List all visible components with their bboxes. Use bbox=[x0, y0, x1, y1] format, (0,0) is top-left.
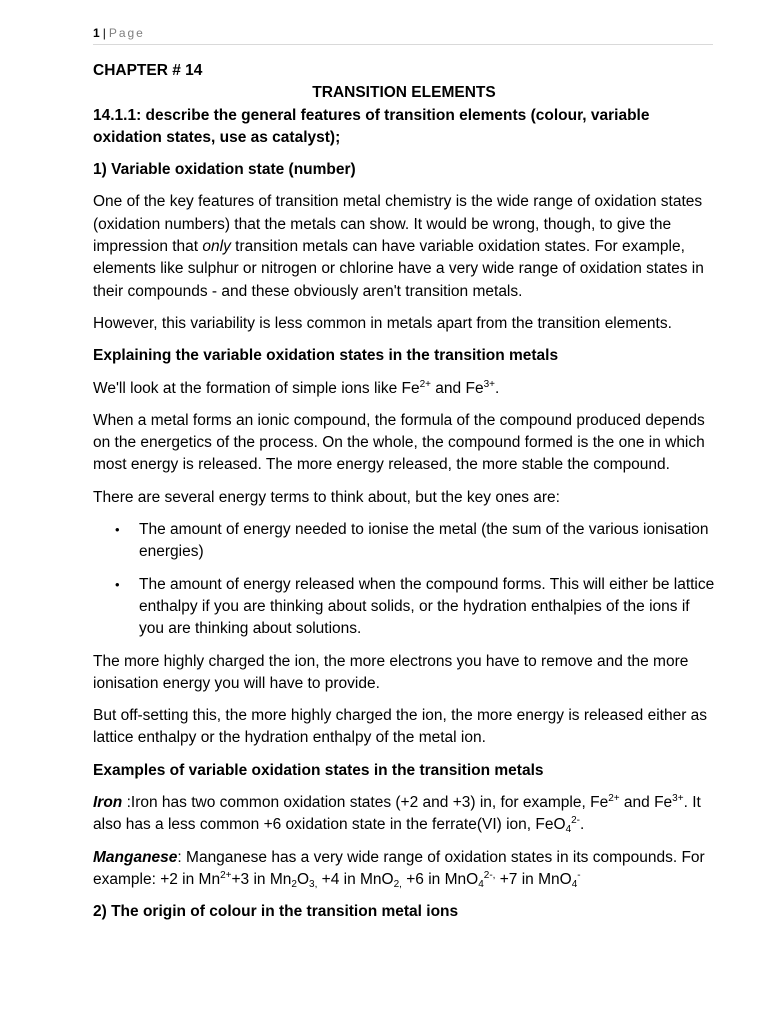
text-run: +7 in MnO bbox=[495, 870, 572, 888]
text-run: +4 in MnO bbox=[317, 870, 394, 888]
text-run: : Manganese has a very wide range of oxidation states in its compounds. For example: +2 in Mn bbox=[93, 848, 705, 888]
superscript: 3+ bbox=[672, 793, 684, 805]
text-run: O bbox=[296, 870, 310, 888]
header-separator: | bbox=[102, 26, 106, 40]
superscript: 2- bbox=[571, 815, 581, 827]
page-label: Page bbox=[108, 26, 145, 40]
chapter-heading: CHAPTER # 14 bbox=[93, 62, 203, 79]
superscript: 2+ bbox=[419, 378, 431, 390]
paragraph-manganese bbox=[93, 847, 715, 892]
text-run: +6 in MnO bbox=[401, 870, 479, 888]
text-run: and Fe bbox=[619, 794, 673, 812]
text-run: +3 in Mn bbox=[231, 870, 292, 888]
text-run: . bbox=[580, 816, 585, 834]
paragraph-off-setting: But off-setting this, the more highly charged the ion, the more energy is released either as lattice enthalpy or the hydration enthalpy of the metal ion. bbox=[93, 707, 708, 747]
page-header bbox=[93, 26, 713, 45]
paragraph-key-features bbox=[93, 191, 715, 302]
text-run: . bbox=[494, 379, 500, 397]
paragraph-highly-charged: The more highly charged the ion, the more electrons you have to remove and the more ionisation energy you will have to provide. bbox=[93, 652, 689, 692]
label-manganese: Manganese bbox=[93, 848, 178, 866]
list-item: • The amount of energy needed to ionise the metal (the sum of the various ionisation energies) bbox=[139, 519, 715, 564]
subscript: 2 bbox=[291, 878, 297, 890]
superscript: 2-, bbox=[483, 869, 496, 881]
paragraph-iron bbox=[93, 792, 715, 837]
subscript: 4 bbox=[478, 878, 484, 890]
subheading-examples: Examples of variable oxidation states in the transition metals bbox=[93, 761, 544, 779]
paragraph-ionic-compound: When a metal forms an ionic compound, the formula of the compound produced depends on the energetics of the process. On the whole, the compound formed is the one in which most energy is released. The more energy released, the more stable the compound. bbox=[93, 411, 705, 474]
emphasis-only: only bbox=[202, 238, 231, 256]
text-run: :Iron has two common oxidation states (+2 and +3) in, for example, Fe bbox=[122, 794, 609, 812]
document-body bbox=[93, 60, 715, 934]
learning-objective: 14.1.1: describe the general features of transition elements (colour, variable oxidation states, use as catalyst); bbox=[93, 106, 650, 146]
text-run: . It also has a less common +6 oxidation state in the ferrate(VI) ion, FeO bbox=[93, 794, 701, 834]
paragraph-variability: However, this variability is less common in metals apart from the transition elements. bbox=[93, 314, 672, 332]
section-heading-colour: 2) The origin of colour in the transition metal ions bbox=[93, 903, 459, 921]
subscript: 4 bbox=[571, 878, 578, 890]
text-run: transition metals can have variable oxidation states. For example, elements like sulphur or nitrogen or chlorine have a very wide range of oxidation states in their compounds - and these obviously aren't transition metals. bbox=[93, 238, 704, 300]
label-iron: Iron bbox=[93, 794, 123, 812]
superscript: - bbox=[577, 869, 581, 881]
section-heading-oxidation: 1) Variable oxidation state (number) bbox=[93, 161, 356, 179]
superscript: 3+ bbox=[483, 378, 495, 390]
page-number: 1 bbox=[93, 26, 100, 40]
paragraph-simple-ions bbox=[93, 378, 715, 400]
energy-terms-list bbox=[93, 519, 715, 640]
list-item: • The amount of energy released when the compound forms. This will either be lattice enthalpy if you are thinking about solids, or the hydration enthalpies of the ions if you are thinking about solutions. bbox=[139, 574, 715, 641]
subheading-explaining: Explaining the variable oxidation states in the transition metals bbox=[93, 347, 559, 365]
subscript: 4 bbox=[565, 824, 572, 836]
text-run: We'll look at the formation of simple ions like Fe bbox=[93, 379, 420, 397]
paragraph-energy-terms: There are several energy terms to think about, but the key ones are: bbox=[93, 488, 560, 506]
text-run: and Fe bbox=[431, 379, 484, 397]
superscript: 2+ bbox=[608, 793, 620, 805]
subscript: 3, bbox=[309, 878, 318, 890]
subscript: 2, bbox=[393, 878, 402, 890]
superscript: 2+ bbox=[220, 869, 232, 881]
document-title: TRANSITION ELEMENTS bbox=[312, 84, 496, 102]
text-run: One of the key features of transition metal chemistry is the wide range of oxidation states (oxidation numbers) that the metals can show. It would be wrong, though, to give the impression that bbox=[93, 193, 703, 256]
